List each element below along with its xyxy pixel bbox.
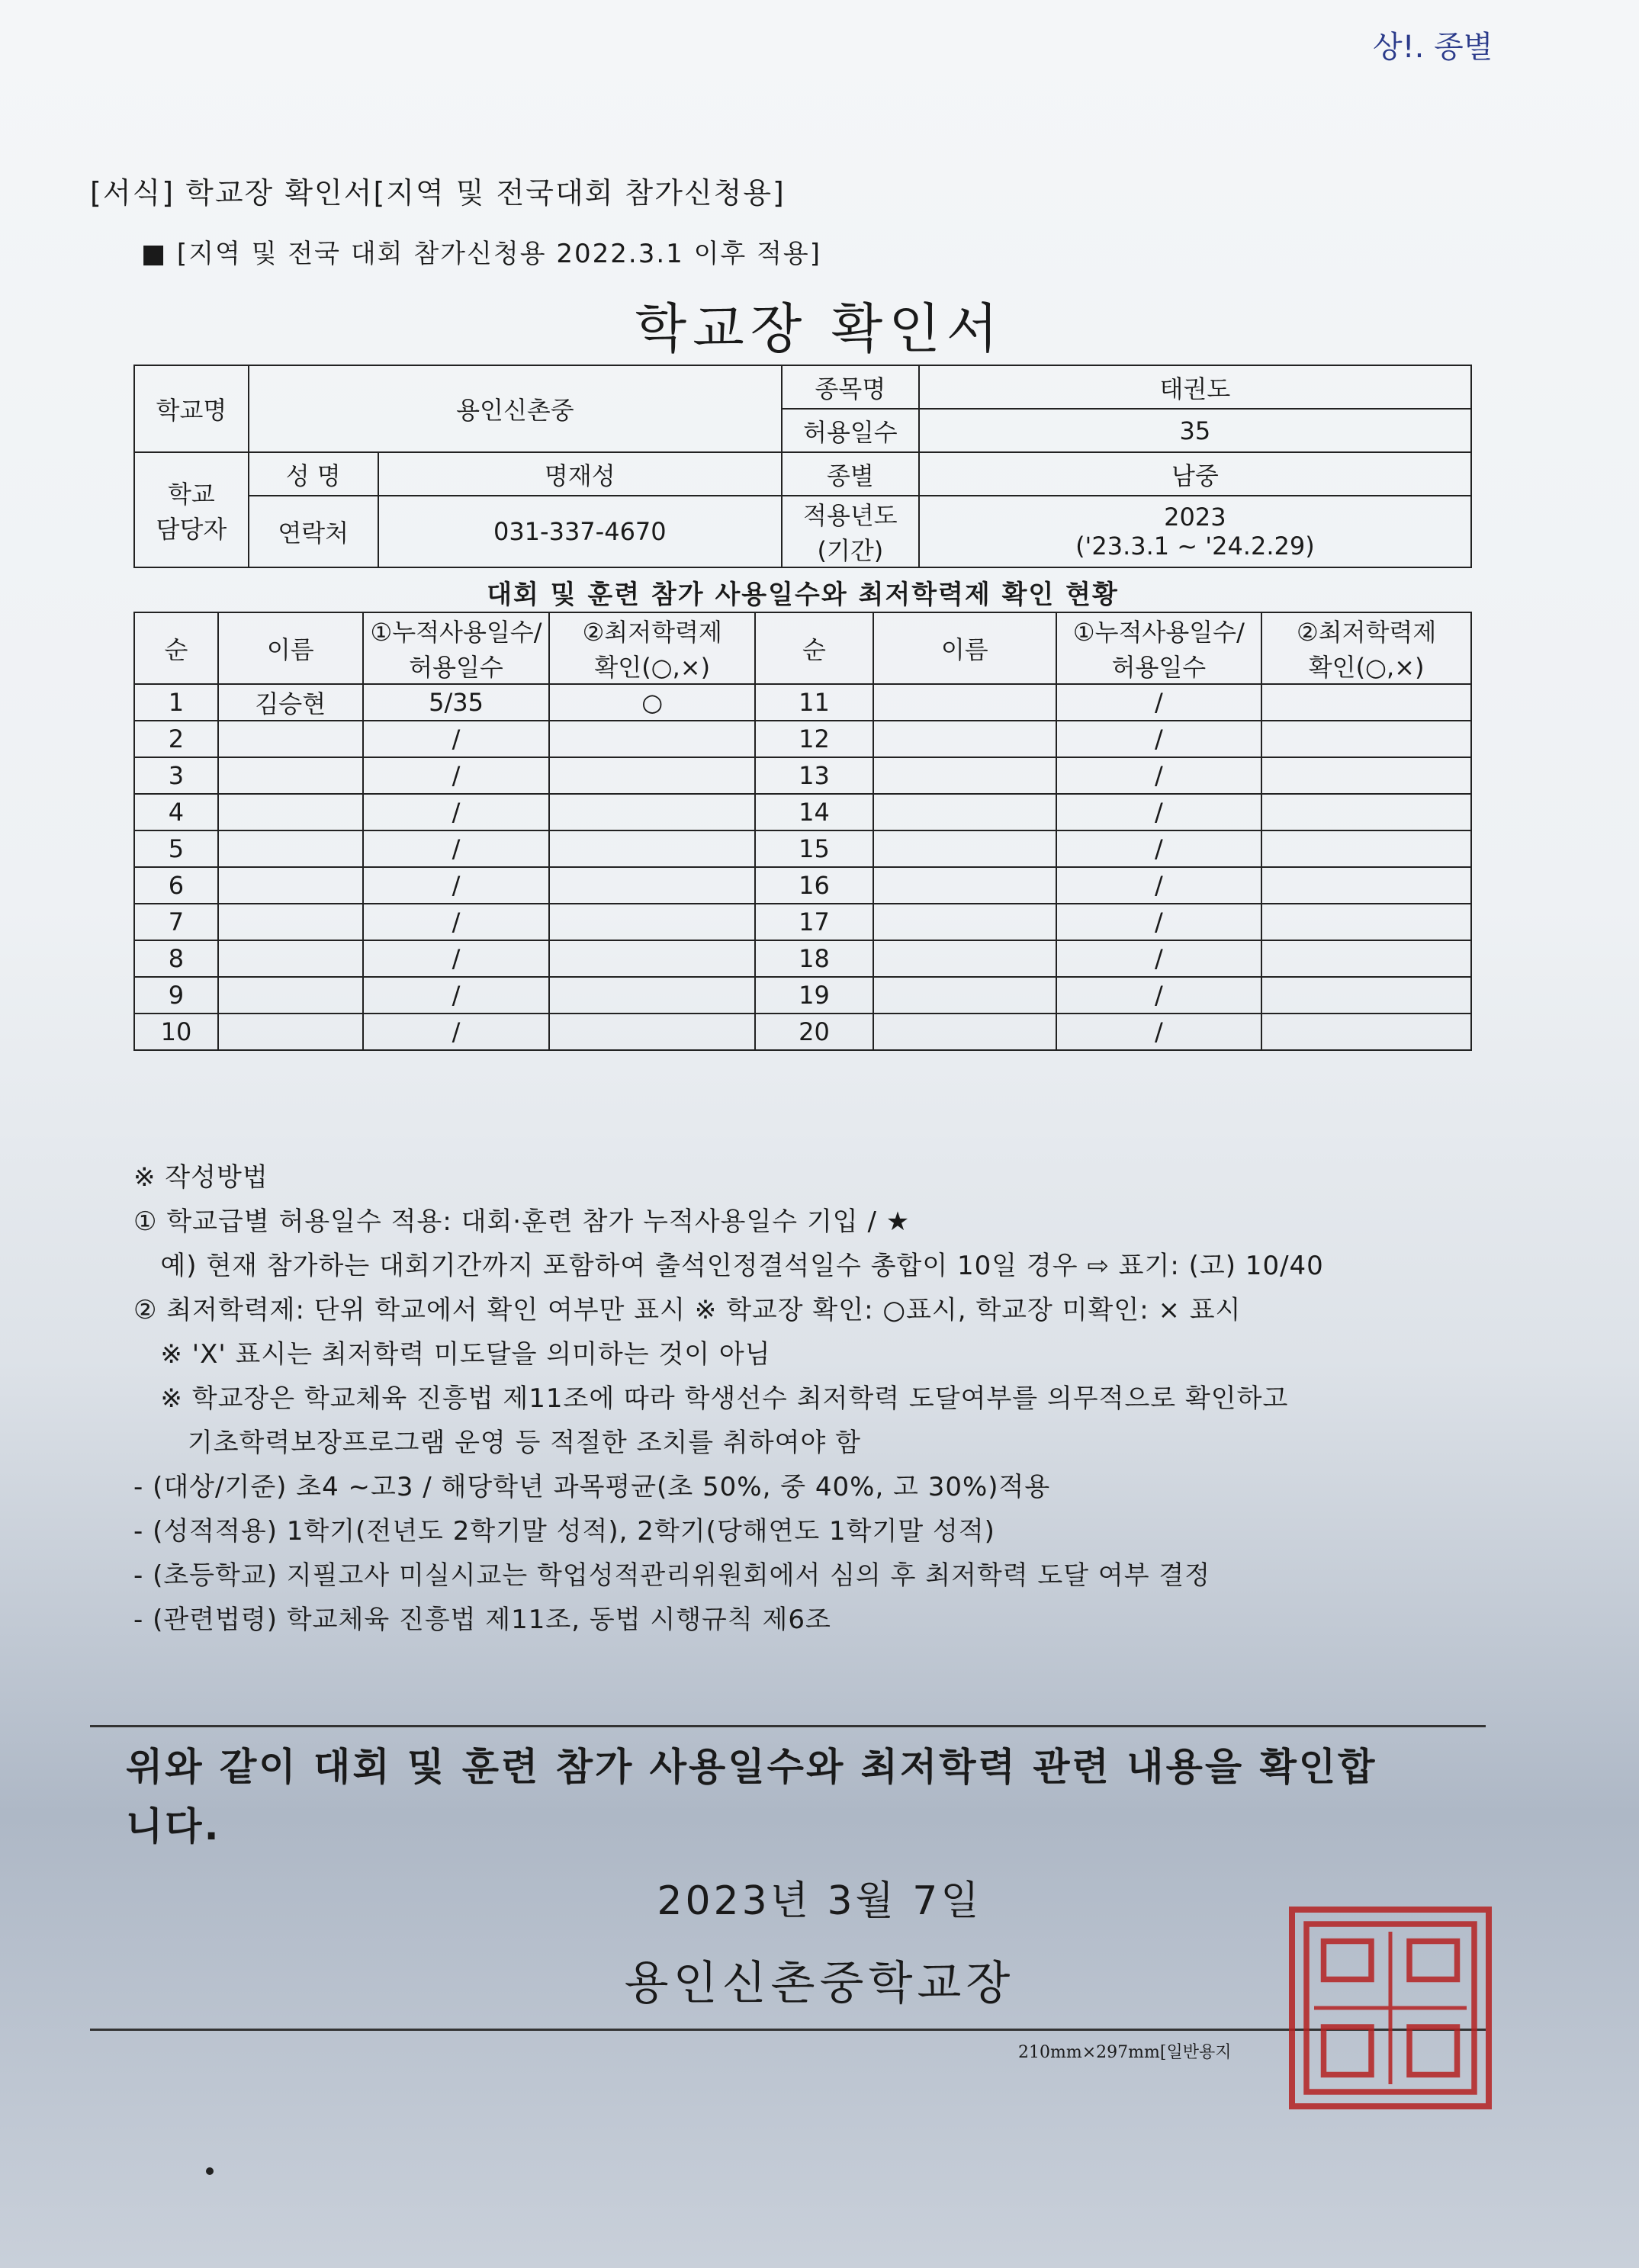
cell-no: 18	[755, 940, 873, 977]
cell-name	[218, 830, 363, 867]
paper-size-note: 210mm×297mm[일반용지	[1018, 2043, 1232, 2062]
header-check-line1: ②최저학력제	[1296, 618, 1437, 647]
cell-check	[549, 721, 755, 757]
cell-check	[549, 940, 755, 977]
cell-no: 14	[755, 794, 873, 830]
cell-days: /	[363, 940, 550, 977]
event-value: 태권도	[919, 365, 1471, 409]
header-check-line2: 확인(○,×)	[1308, 653, 1425, 682]
cell-name	[218, 1014, 363, 1050]
cell-name: 김승현	[218, 684, 363, 721]
handwritten-note: 상!. 종별	[1373, 30, 1493, 65]
cell-name	[873, 977, 1056, 1014]
school-label: 학교명	[134, 365, 249, 452]
staff-label	[134, 452, 249, 567]
cell-name	[218, 904, 363, 940]
contact-label: 연락처	[249, 496, 378, 567]
period-value: ('23.3.1 ~ '24.2.29)	[1075, 532, 1315, 561]
cell-check	[549, 977, 755, 1014]
header-check	[549, 612, 755, 684]
cell-name	[873, 940, 1056, 977]
cell-days: /	[1056, 757, 1262, 794]
cell-days: /	[363, 977, 550, 1014]
divider-top	[90, 1725, 1486, 1727]
year-label-line2: (기간)	[817, 536, 884, 565]
cell-no: 16	[755, 867, 873, 904]
header-name-2: 이름	[873, 612, 1056, 684]
cell-no: 15	[755, 830, 873, 867]
table-row	[134, 1014, 1471, 1050]
cell-name	[218, 940, 363, 977]
cell-no: 9	[134, 977, 218, 1014]
cell-name	[873, 1014, 1056, 1050]
table-row	[134, 684, 1471, 721]
header-check-line1: ②최저학력제	[582, 618, 722, 647]
cell-name	[873, 794, 1056, 830]
cell-name	[873, 684, 1056, 721]
instruction-line: ② 최저학력제: 단위 학교에서 확인 여부만 표시 ※ 학교장 확인: ○표시, 학교장 미확인: × 표시	[133, 1295, 1242, 1325]
cell-days: /	[1056, 940, 1262, 977]
cell-check	[1261, 830, 1471, 867]
header-name: 이름	[218, 612, 363, 684]
cell-days: /	[363, 1014, 550, 1050]
instruction-line: - (초등학교) 지필고사 미실시교는 학업성적관리위원회에서 심의 후 최저학력 도달 여부 결정	[133, 1560, 1211, 1591]
header-days-line1: ①누적사용일수/	[370, 618, 542, 647]
cell-no: 20	[755, 1014, 873, 1050]
days-label: 허용일수	[782, 409, 919, 452]
cell-check	[549, 830, 755, 867]
table-row	[134, 867, 1471, 904]
section-title: 대회 및 훈련 참가 사용일수와 최저학력제 확인 현황	[487, 580, 1119, 610]
division-label: 종별	[782, 452, 919, 496]
cell-check: ○	[549, 684, 755, 721]
confirmation-text	[126, 1737, 1377, 1856]
school-value: 용인신촌중	[249, 365, 782, 452]
cell-check	[549, 867, 755, 904]
instruction-line: 기초학력보장프로그램 운영 등 적절한 조치를 취하여야 함	[133, 1428, 861, 1458]
cell-name	[873, 904, 1056, 940]
cell-days: /	[1056, 904, 1262, 940]
year-label-line1: 적용년도	[803, 501, 898, 530]
header-check-line2: 확인(○,×)	[594, 653, 711, 682]
table-row	[134, 977, 1471, 1014]
instruction-line: 예) 현재 참가하는 대회기간까지 포함하여 출석인정결석일수 총합이 10일 경우 ⇨ 표기: (고) 10/40	[133, 1251, 1324, 1281]
header-check-2	[1261, 612, 1471, 684]
instruction-line: ※ 작성방법	[133, 1162, 268, 1193]
cell-name	[873, 757, 1056, 794]
cell-check	[1261, 757, 1471, 794]
confirmation-line1: 위와 같이 대회 및 훈련 참가 사용일수와 최저학력 관련 내용을 확인합	[126, 1745, 1377, 1789]
cell-days: /	[1056, 684, 1262, 721]
cell-days: /	[1056, 1014, 1262, 1050]
cell-name	[873, 830, 1056, 867]
cell-days: 5/35	[363, 684, 550, 721]
official-seal-icon	[1289, 1907, 1492, 2109]
instruction-line: - (관련법령) 학교체육 진흥법 제11조, 동법 시행규칙 제6조	[133, 1605, 831, 1635]
instruction-line: - (대상/기준) 초4 ~고3 / 해당학년 과목평균(초 50%, 중 40%, 고 30%)적용	[133, 1472, 1051, 1502]
cell-no: 7	[134, 904, 218, 940]
header-days-line2: 허용일수	[409, 653, 503, 682]
table-row	[134, 904, 1471, 940]
cell-days: /	[363, 757, 550, 794]
cell-name	[873, 721, 1056, 757]
info-table	[133, 365, 1472, 568]
cell-check	[1261, 867, 1471, 904]
principal-signature: 용인신촌중학교장	[624, 1957, 1015, 2010]
table-row	[134, 830, 1471, 867]
cell-check	[1261, 721, 1471, 757]
cell-no: 13	[755, 757, 873, 794]
cell-check	[549, 904, 755, 940]
cell-check	[1261, 977, 1471, 1014]
cell-check	[1261, 904, 1471, 940]
cell-no: 17	[755, 904, 873, 940]
cell-days: /	[1056, 830, 1262, 867]
cell-days: /	[1056, 721, 1262, 757]
instruction-line: ※ 'X' 표시는 최저학력 미도달을 의미하는 것이 아님	[133, 1339, 771, 1370]
header-days	[363, 612, 550, 684]
cell-no: 4	[134, 794, 218, 830]
year-value-cell	[919, 496, 1471, 567]
divider-bottom	[90, 2029, 1486, 2031]
name-label: 성 명	[249, 452, 378, 496]
cell-no: 3	[134, 757, 218, 794]
cell-days: /	[363, 830, 550, 867]
cell-no: 5	[134, 830, 218, 867]
header-no: 순	[134, 612, 218, 684]
grid-header-row	[134, 612, 1471, 684]
cell-no: 2	[134, 721, 218, 757]
cell-days: /	[1056, 867, 1262, 904]
header-days-2	[1056, 612, 1262, 684]
instruction-line: ※ 학교장은 학교체육 진흥법 제11조에 따라 학생선수 최저학력 도달여부를 의무적으로 확인하고	[133, 1383, 1289, 1414]
cell-check	[549, 1014, 755, 1050]
staff-label-line2: 담당자	[156, 514, 227, 544]
instruction-line: ① 학교급별 허용일수 적용: 대회·훈련 참가 누적사용일수 기입 / ★	[133, 1206, 911, 1237]
instructions	[133, 1155, 1324, 1642]
cell-no: 12	[755, 721, 873, 757]
cell-name	[218, 794, 363, 830]
cell-name	[873, 867, 1056, 904]
cell-check	[1261, 684, 1471, 721]
cell-days: /	[363, 794, 550, 830]
cell-days: /	[363, 904, 550, 940]
days-value: 35	[919, 409, 1471, 452]
table-row	[134, 721, 1471, 757]
name-value: 명재성	[378, 452, 782, 496]
table-row	[134, 794, 1471, 830]
table-row	[134, 940, 1471, 977]
cell-no: 19	[755, 977, 873, 1014]
division-value: 남중	[919, 452, 1471, 496]
cell-days: /	[1056, 977, 1262, 1014]
cell-days: /	[363, 867, 550, 904]
cell-no: 8	[134, 940, 218, 977]
header-days-line1: ①누적사용일수/	[1072, 618, 1245, 647]
cell-check	[549, 794, 755, 830]
cell-no: 6	[134, 867, 218, 904]
participation-grid	[133, 612, 1472, 1051]
cell-check	[1261, 1014, 1471, 1050]
year-value: 2023	[1164, 503, 1226, 532]
confirmation-line2: 니다.	[126, 1804, 221, 1849]
contact-value: 031-337-4670	[378, 496, 782, 567]
year-label	[782, 496, 919, 567]
issue-date: 2023년 3월 7일	[657, 1878, 982, 1924]
staff-label-line1: 학교	[168, 479, 215, 509]
instruction-line: - (성적적용) 1학기(전년도 2학기말 성적), 2학기(당해연도 1학기말 성적)	[133, 1516, 995, 1547]
header-days-line2: 허용일수	[1111, 653, 1207, 682]
table-row	[134, 757, 1471, 794]
cell-check	[1261, 940, 1471, 977]
cell-check	[1261, 794, 1471, 830]
cell-name	[218, 721, 363, 757]
event-label: 종목명	[782, 365, 919, 409]
cell-days: /	[1056, 794, 1262, 830]
header-no-2: 순	[755, 612, 873, 684]
cell-check	[549, 757, 755, 794]
cell-name	[218, 977, 363, 1014]
form-label: [서식] 학교장 확인서[지역 및 전국대회 참가신청용]	[90, 176, 786, 210]
cell-days: /	[363, 721, 550, 757]
form-subtitle: ■ [지역 및 전국 대회 참가신청용 2022.3.1 이후 적용]	[141, 239, 822, 269]
cell-no: 10	[134, 1014, 218, 1050]
cell-name	[218, 867, 363, 904]
cell-no: 11	[755, 684, 873, 721]
stray-mark	[206, 2167, 214, 2175]
cell-name	[218, 757, 363, 794]
document-title: 학교장 확인서	[635, 297, 1004, 360]
cell-no: 1	[134, 684, 218, 721]
